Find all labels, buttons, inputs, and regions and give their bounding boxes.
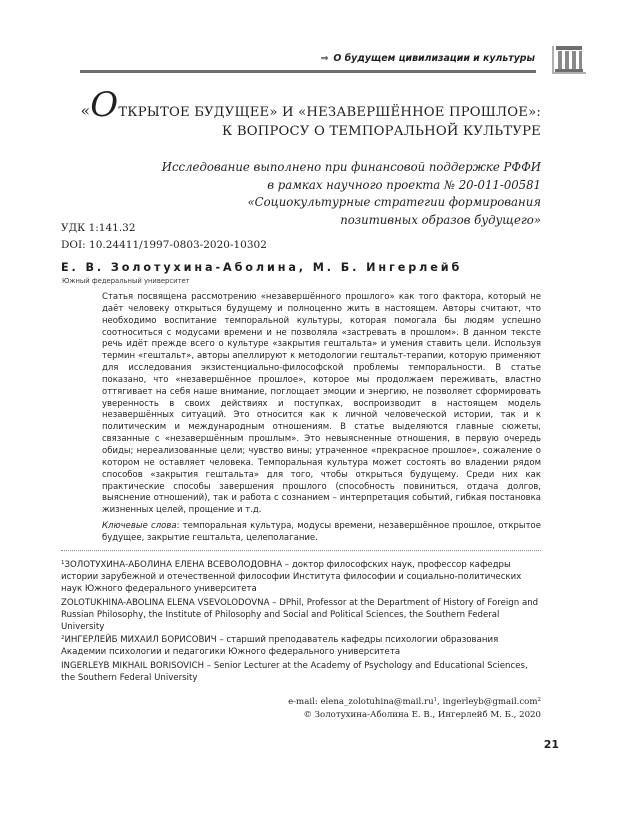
page-number: 21 — [543, 738, 559, 751]
abstract — [102, 292, 541, 545]
grant-note — [120, 159, 541, 229]
title-line-1-text: ТКРЫТОЕ БУДУЩЕЕ» И «НЕЗАВЕРШЁННОЕ ПРОШЛОЕ»: — [118, 105, 541, 120]
copyright: © Золотухина-Аболина Е. В., Ингерлейб М. Б., 2020 — [303, 709, 541, 720]
note-2-en: INGERLEYB MIKHAIL BORISOVICH – Senior Lecturer at the Academy of Psychology and Educational Sciences, the Southern Federal University — [61, 660, 528, 683]
title-line-1 — [60, 85, 541, 125]
author-notes — [61, 559, 541, 685]
journal-logo-icon — [552, 40, 588, 76]
footnote-separator — [61, 550, 541, 551]
keywords — [102, 521, 541, 545]
email-2[interactable]: , ingerleyb@gmail.com — [437, 697, 538, 707]
note-2-ru — [61, 634, 541, 658]
grant-line: Исследование выполнено при финансовой поддержке РФФИ — [161, 160, 541, 174]
grant-line: в рамках научного проекта № 20-011-00581 — [267, 177, 541, 192]
title-dropcap: О — [90, 85, 119, 125]
running-header — [0, 44, 617, 80]
doi: DOI: 10.24411/1997-0803-2020-10302 — [61, 238, 267, 251]
note-1-ru-text: ЗОЛОТУХИНА-АБОЛИНА ЕЛЕНА ВСЕВОЛОДОВНА – доктор философских наук, профессор кафедры истории зарубежной и отечественной философии Института философии и социально-политических наук Южного федерального университета — [61, 560, 522, 595]
keywords-text: : темпоральная культура, модусы времени, незавершённое прошлое, открытое будущее, закрытие гештальта, целеполагание. — [102, 521, 541, 543]
section-title — [321, 53, 536, 64]
note-2-marker: 2 — [61, 635, 65, 642]
keywords-label: Ключевые слова — [102, 521, 177, 532]
authors: Е. В. Золотухина-Аболина, М. Б. Ингерлейб — [61, 261, 463, 274]
identifiers — [61, 220, 267, 253]
note-1-marker: 1 — [61, 560, 65, 566]
email-2-marker: 2 — [537, 697, 541, 703]
udk: УДК 1:141.32 — [61, 222, 136, 234]
arrow-icon: ⇒ — [320, 53, 329, 64]
note-1-ru — [61, 559, 541, 596]
email-line — [288, 696, 541, 709]
open-quote: « — [80, 102, 91, 120]
article-title — [60, 85, 541, 141]
grant-line: позитивных образов будущего» — [340, 212, 541, 227]
note-2-ru-text: ИНГЕРЛЕЙБ МИХАИЛ БОРИСОВИЧ – старший преподаватель кафедры психологии образования Академии психологии и педагогики Южного федерального университета — [61, 635, 499, 658]
header-rule — [80, 70, 536, 73]
email-1[interactable]: e-mail: elena_zolotuhina@mail.ru — [288, 697, 434, 707]
grant-line: «Социокультурные стратегии формирования — [247, 195, 541, 210]
abstract-text: Статья посвящена рассмотрению «незавершённого прошлого» как того фактора, который не даёт человеку открыться будущему и полноценно жить в настоящем. Авторы считают, что необходимо воспитание темпоральной культуры, которая помогала бы людям успешно соотноситься с модусами времени и не позволяла «застревать в прошлом». В данном тексте речь идёт прежде всего о культуре «закрытия гештальта» и умения ставить цели. Используя термин «гештальт», авторы апеллируют к методологии гештальт-терапии, которую применяют для исследования экзистенциально-философской проблемы темпоральности. В статье показано, что «незавершённое прошлое», которое мы продолжаем переживать, властно оттягивает на себя наше внимание, поглощает эмоции и энергию, не позволяет сформировать уверенность в своих действиях и поступках, воспроизводит в настоящем модель незавершённых ситуаций. Это относится как к личной человеческой истории, так и к политическим и международным отношениям. В статье выделяются главные сюжеты, связанные с «незавершённым прошлым». Это невыясненные отношения, в первую очередь обиды; нереализованные цели; чувство вины; утраченное «прекрасное прошлое», сожаление о котором не оставляет человека. Темпоральная культура может состоять во владении рядом способов «закрытия гештальта» для того, чтобы открыться будущему. Среди них как практические способы завершения прошлого (способность повиниться, отдача долгов, выяснение отношений), так и работа с сознанием – интерпретация событий, гибкая постановка жизненных целей, прощение и т.д. — [102, 292, 541, 516]
contacts — [288, 696, 541, 721]
section-title-text: О будущем цивилизации и культуры — [333, 53, 535, 64]
email-1-marker: 1 — [433, 697, 438, 703]
title-line-2: К ВОПРОСУ О ТЕМПОРАЛЬНОЙ КУЛЬТУРЕ — [222, 124, 541, 139]
affiliation: Южный федеральный университет — [62, 277, 190, 285]
note-1-en: ZOLOTUKHINA-ABOLINA ELENA VSEVOLODOVNA – DPhil, Professor at the Department of History of Foreign and Russian Philosophy, the Institute of Philosophy and Social and Political Sciences, the Southern Federal University — [61, 597, 539, 633]
